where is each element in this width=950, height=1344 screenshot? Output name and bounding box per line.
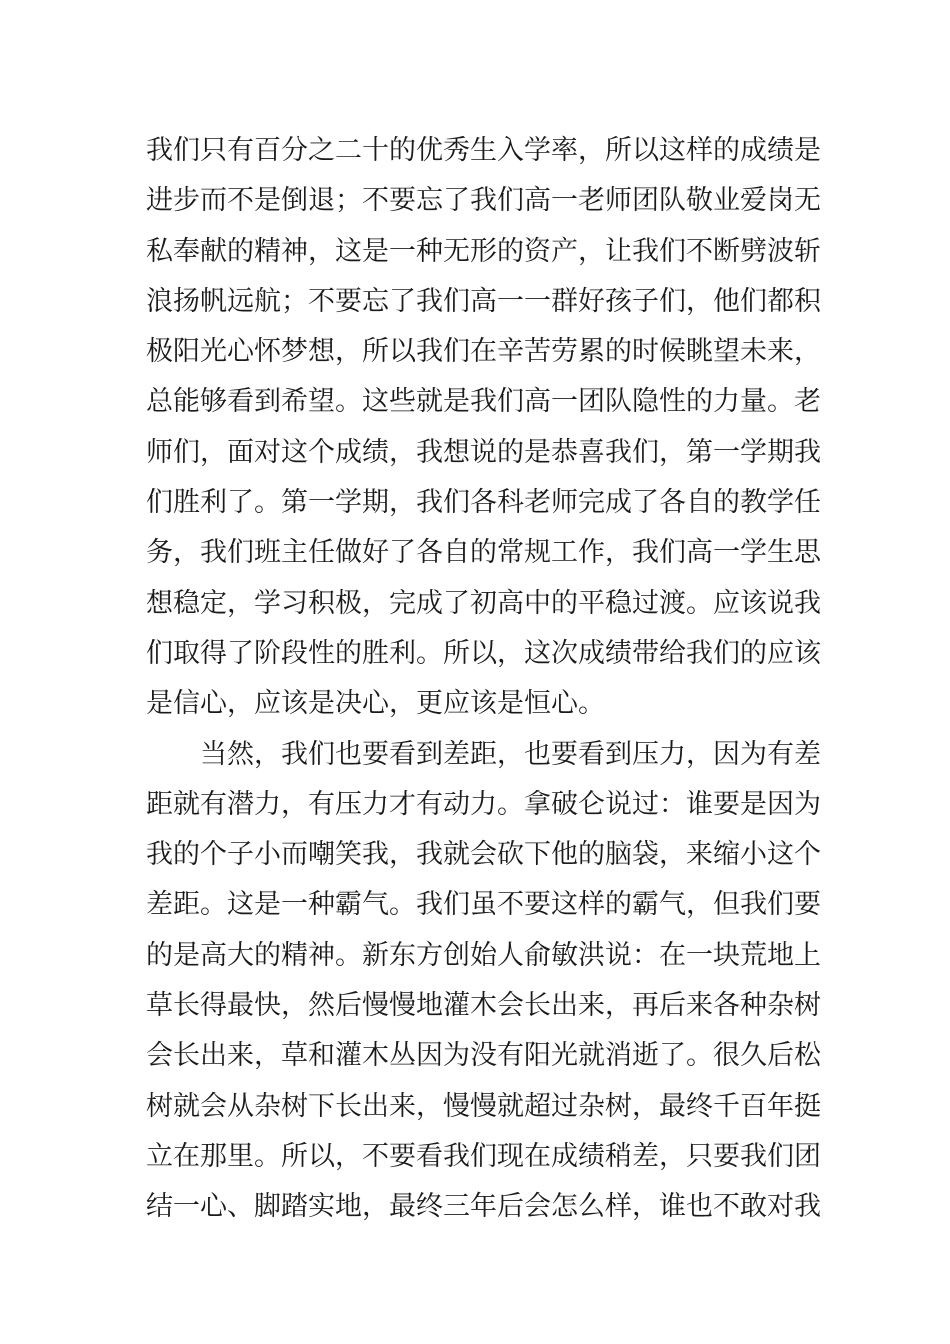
text-line: 我们只有百分之二十的优秀生入学率，所以这样的成绩是 xyxy=(146,135,821,166)
text-line: 立在那里。所以，不要看我们现在成绩稍差，只要我们团 xyxy=(146,1140,821,1172)
text-line: 当然，我们也要看到差距，也要看到压力，因为有差 xyxy=(200,738,821,770)
text-line: 们胜利了。第一学期，我们各科老师完成了各自的教学任 xyxy=(146,487,821,519)
text-line: 师们，面对这个成绩，我想说的是恭喜我们，第一学期我 xyxy=(146,436,821,468)
text-line: 树就会从杂树下长出来，慢慢就超过杂树，最终千百年挺 xyxy=(146,1090,821,1122)
text-line: 总能够看到希望。这些就是我们高一团队隐性的力量。老 xyxy=(146,386,821,418)
text-line: 务，我们班主任做好了各自的常规工作，我们高一学生思 xyxy=(146,537,821,569)
text-line: 想稳定，学习积极，完成了初高中的平稳过渡。应该说我 xyxy=(146,587,821,619)
text-line: 进步而不是倒退；不要忘了我们高一老师团队敬业爱岗无 xyxy=(146,185,821,217)
text-line: 差距。这是一种霸气。我们虽不要这样的霸气，但我们要 xyxy=(146,889,821,921)
document-body xyxy=(146,126,821,1233)
text-line: 草长得最快，然后慢慢地灌木会长出来，再后来各种杂树 xyxy=(146,990,821,1022)
text-line: 们取得了阶段性的胜利。所以，这次成绩带给我们的应该 xyxy=(146,637,821,669)
text-line: 我的个子小而嘲笑我，我就会砍下他的脑袋，来缩小这个 xyxy=(146,839,821,871)
text-line: 浪扬帆远航；不要忘了我们高一一群好孩子们，他们都积 xyxy=(146,285,821,317)
text-line: 私奉献的精神，这是一种无形的资产，让我们不断劈波斩 xyxy=(146,235,821,267)
text-line: 是信心，应该是决心，更应该是恒心。 xyxy=(146,688,605,720)
text-line: 会长出来，草和灌木丛因为没有阳光就消逝了。很久后松 xyxy=(146,1040,821,1072)
text-line: 结一心、脚踏实地，最终三年后会怎么样，谁也不敢对我 xyxy=(146,1191,821,1223)
text-line: 的是高大的精神。新东方创始人俞敏洪说：在一块荒地上 xyxy=(146,939,821,971)
text-line: 距就有潜力，有压力才有动力。拿破仑说过：谁要是因为 xyxy=(146,788,821,820)
text-line: 极阳光心怀梦想，所以我们在辛苦劳累的时候眺望未来， xyxy=(146,336,821,368)
paragraph-1 xyxy=(146,126,821,730)
paragraph-2 xyxy=(146,730,821,1233)
